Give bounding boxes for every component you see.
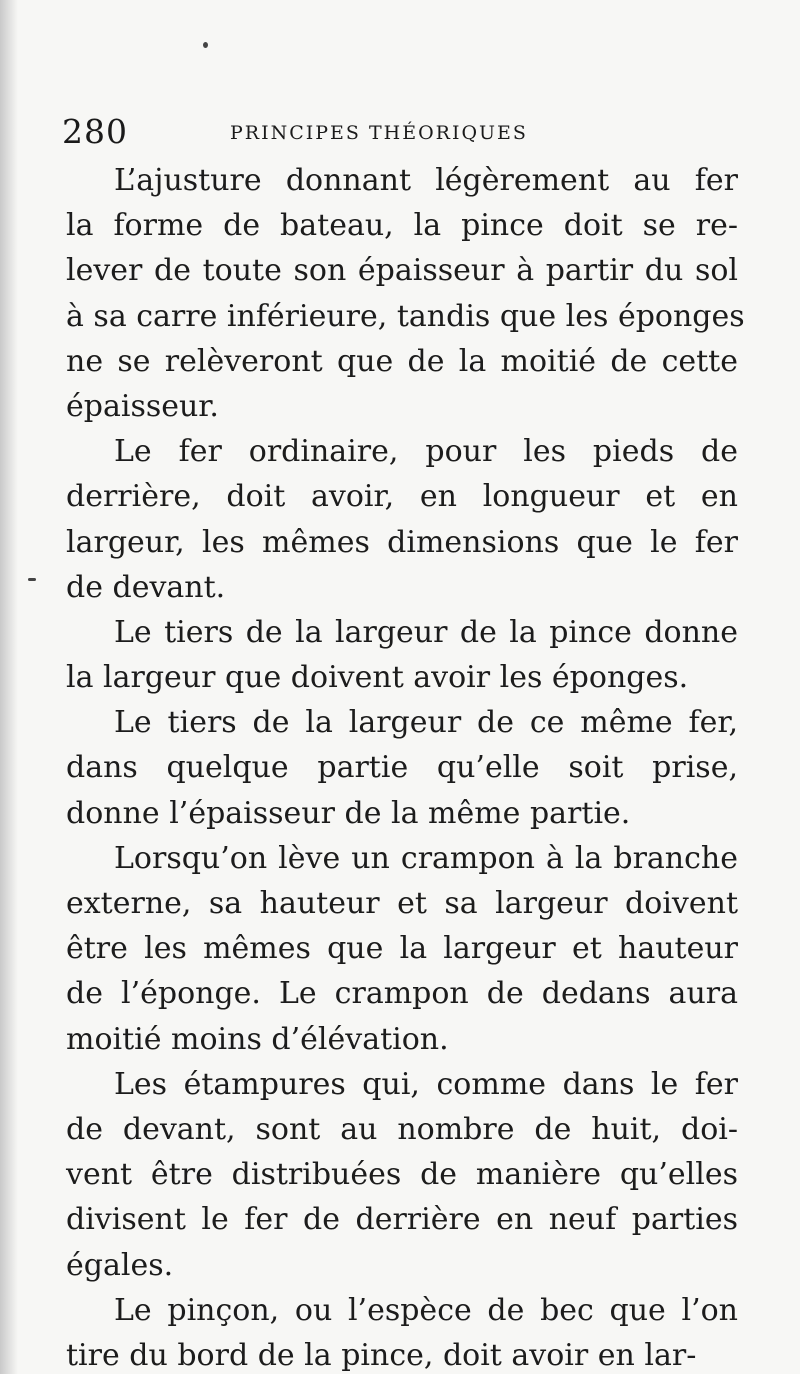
paragraph: [66, 429, 738, 610]
text-line: L’ajusture donnant légèrement au fer: [114, 163, 738, 198]
paragraph: [66, 158, 745, 429]
ink-speck: [203, 42, 208, 48]
text-line: externe, sa hauteur et sa largeur doivent: [66, 886, 738, 921]
text-line: Les étampures qui, comme dans le fer: [114, 1066, 738, 1102]
paragraph: [66, 836, 738, 1062]
page-gutter-shadow: [0, 0, 18, 1374]
text-line: lever de toute son épaisseur à partir du sol: [66, 253, 738, 289]
text-line: largeur, les mêmes dimensions que le fer: [66, 524, 738, 560]
text-line: la largeur que doivent avoir les éponges.: [66, 660, 689, 696]
text-line: Le tiers de la largeur de la pince donne: [114, 614, 738, 650]
text-line: dans quelque partie qu’elle soit prise,: [66, 750, 738, 786]
text-line: divisent le fer de derrière en neuf parties: [66, 1202, 738, 1238]
text-line: derrière, doit avoir, en longueur et en: [66, 479, 738, 515]
paragraph: [66, 610, 738, 700]
text-line: épaisseur.: [66, 388, 219, 424]
text-line: moitié moins d’élévation.: [66, 1021, 449, 1057]
text-line: être les mêmes que la largeur et hauteur: [66, 931, 738, 967]
body-text: [66, 158, 745, 1374]
text-line: de devant, sont au nombre de huit, doi-: [66, 1111, 738, 1147]
paragraph: [66, 1062, 738, 1288]
text-line: Le fer ordinaire, pour les pieds de: [114, 434, 738, 470]
text-line: Le pinçon, ou l’espèce de bec que l’on: [114, 1292, 738, 1328]
page-number: 280: [62, 112, 128, 151]
text-line: à sa carre inférieure, tandis que les éponges: [66, 298, 745, 334]
text-line: vent être distribuées de manière qu’elles: [66, 1157, 738, 1193]
running-head: [62, 112, 762, 152]
paragraph: [66, 1288, 738, 1374]
text-line: donne l’épaisseur de la même partie.: [66, 795, 631, 831]
text-line: de devant.: [66, 569, 226, 605]
ink-speck: [28, 578, 36, 581]
paragraph: [66, 700, 738, 836]
text-line: tire du bord de la pince, doit avoir en lar-: [66, 1337, 697, 1373]
text-line: Lorsqu’on lève un crampon à la branche: [114, 840, 738, 876]
text-line: ne se relèveront que de la moitié de cette: [66, 343, 738, 379]
text-line: la forme de bateau, la pince doit se re-: [66, 208, 738, 244]
text-line: égales.: [66, 1247, 174, 1283]
running-title: PRINCIPES THÉORIQUES: [230, 122, 528, 144]
text-line: de l’éponge. Le crampon de dedans aura: [66, 976, 738, 1012]
text-line: Le tiers de la largeur de ce même fer,: [114, 705, 738, 741]
